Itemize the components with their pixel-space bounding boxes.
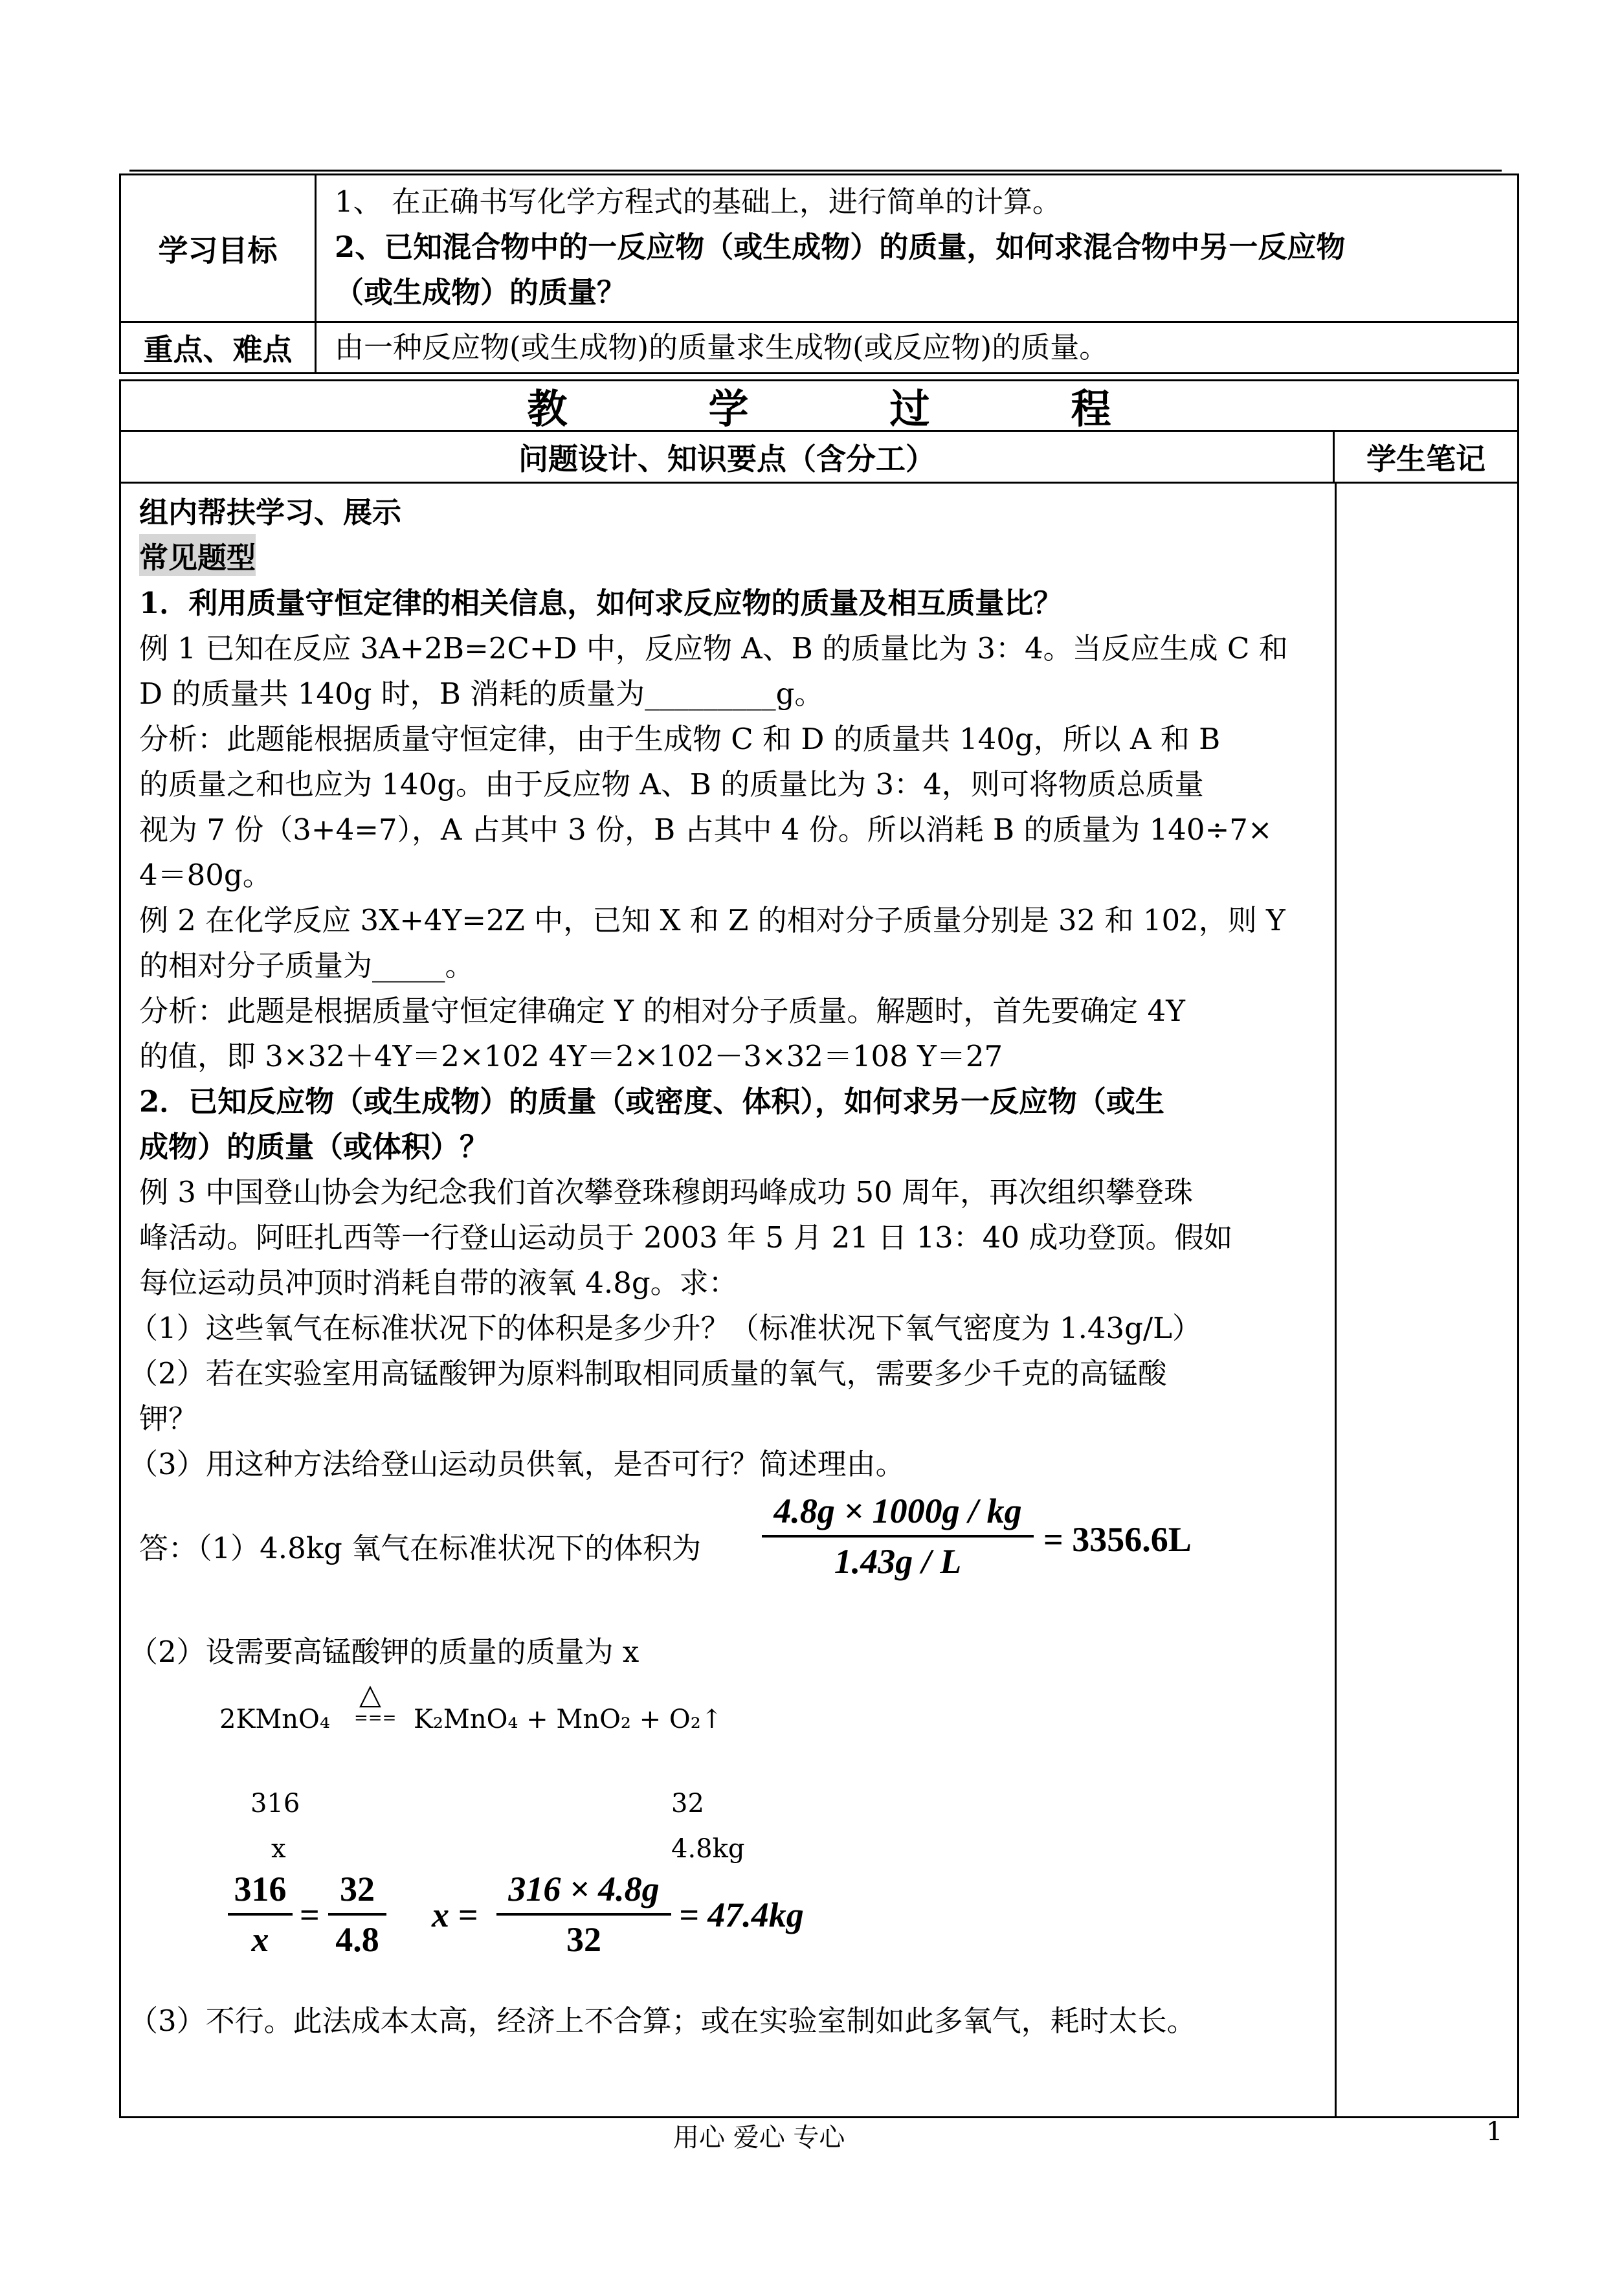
- equation-condition-heat: △: [359, 1678, 381, 1711]
- example-3-line1: 例 3 中国登山协会为纪念我们首次攀登珠穆朗玛峰成功 50 周年，再次组织攀登珠: [139, 1175, 1194, 1209]
- fraction-bar: [228, 1913, 293, 1916]
- example-3-line2: 峰活动。阿旺扎西等一行登山运动员于 2003 年 5 月 21 日 13：40 成功登顶。假如: [139, 1220, 1233, 1255]
- process-title-char: 程: [1071, 385, 1111, 432]
- keypoints-row: [121, 323, 1517, 372]
- example-3-question-2-line1: （2）若在实验室用高锰酸钾为原料制取相同质量的氧气，需要多少千克的高锰酸: [129, 1356, 1167, 1391]
- fraction-bar: [762, 1535, 1034, 1538]
- proportion-fraction-left: [228, 1869, 293, 1960]
- fraction-denominator: x: [251, 1920, 269, 1959]
- molar-mass-o2: 32: [671, 1789, 704, 1818]
- objective-item-1: 1、 在正确书写化学方程式的基础上，进行简单的计算。: [335, 185, 1062, 219]
- answer-1-denominator: 1.43g / L: [834, 1542, 962, 1581]
- fraction-numerator: 32: [340, 1870, 375, 1908]
- solution-result: = 47.4kg: [679, 1896, 804, 1934]
- example-3-line3: 每位运动员冲顶时消耗自带的液氧 4.8g。求：: [139, 1266, 738, 1300]
- section-subheading: 常见题型: [139, 534, 256, 576]
- page-number: 1: [1486, 2117, 1503, 2147]
- question-type-2-line2: 成物）的质量（或体积）？: [139, 1130, 489, 1164]
- process-title-char: 学: [708, 385, 749, 432]
- process-title-row: [121, 381, 1517, 432]
- question-type-2-line1: 2．已知反应物（或生成物）的质量（或密度、体积），如何求另一反应物（或生: [139, 1084, 1164, 1119]
- answer-1-numerator: 4.8g × 1000g / kg: [773, 1492, 1022, 1530]
- proportion-fraction-right: [328, 1869, 386, 1960]
- example-3-question-3: （3）用这种方法给登山运动员供氧，是否可行？简述理由。: [129, 1447, 905, 1481]
- molar-mass-kmno4: 316: [250, 1789, 300, 1818]
- x-equals: x =: [432, 1896, 478, 1934]
- content-row: [121, 484, 1517, 2116]
- section-heading: 组内帮扶学习、展示: [139, 495, 402, 530]
- keypoints-content: 由一种反应物(或生成物)的质量求生成物(或反应物)的质量。: [335, 330, 1109, 364]
- process-title-char: 教: [527, 385, 568, 432]
- process-title-char: 过: [889, 385, 930, 432]
- footer-motto: 用心 爱心 专心: [673, 2123, 845, 2153]
- question-type-1: 1．利用质量守恒定律的相关信息，如何求反应物的质量及相互质量比？: [139, 586, 1063, 620]
- equals-sign: =: [300, 1896, 320, 1934]
- example-3-question-2-line2: 钾？: [139, 1402, 198, 1436]
- fraction-bar: [328, 1913, 386, 1916]
- given-mass-o2: 4.8kg: [671, 1834, 745, 1864]
- answer-3: （3）不行。此法成本太高，经济上不合算；或在实验室制如此多氧气，耗时太长。: [129, 2004, 1196, 2038]
- fraction-numerator: 316 × 4.8g: [508, 1870, 660, 1908]
- objectives-table: [119, 173, 1519, 374]
- column-header-row: [121, 432, 1517, 484]
- equation-products: K₂MnO₄ + MnO₂ + O₂↑: [414, 1705, 723, 1734]
- equation-condition-equals: ===: [354, 1708, 397, 1728]
- unknown-mass-x: x: [271, 1834, 286, 1864]
- objective-item-2-line2: （或生成物）的质量？: [335, 275, 627, 309]
- objective-item-2-line1: 2、已知混合物中的一反应物（或生成物）的质量，如何求混合物中另一反应物: [335, 230, 1346, 264]
- analysis-2-line2: 的值，即 3×32＋4Y＝2×102 4Y＝2×102－3×32＝108 Y＝27: [139, 1039, 1003, 1073]
- objectives-label: 学习目标: [121, 175, 317, 321]
- analysis-1-line4: 4＝80g。: [139, 858, 272, 892]
- example-1-line1: 例 1 已知在反应 3A+2B=2C+D 中，反应物 A、B 的质量比为 3：4。当反应生成 C 和: [139, 631, 1288, 666]
- column-header-notes: 学生笔记: [1366, 441, 1485, 476]
- analysis-2-line1: 分析：此题是根据质量守恒定律确定 Y 的相对分子质量。解题时，首先要确定 4Y: [139, 994, 1185, 1028]
- fraction-denominator: 32: [566, 1920, 601, 1959]
- analysis-1-line1: 分析：此题能根据质量守恒定律，由于生成物 C 和 D 的质量共 140g，所以 A 和 B: [139, 722, 1221, 756]
- keypoints-label: 重点、难点: [121, 323, 317, 372]
- objectives-content: [317, 175, 1517, 321]
- main-content-column: [121, 484, 1335, 2116]
- objectives-row: [121, 175, 1517, 323]
- process-title: [121, 381, 1517, 430]
- example-2-line1: 例 2 在化学反应 3X+4Y=2Z 中，已知 X 和 Z 的相对分子质量分别是 32 和 102，则 Y: [139, 903, 1285, 937]
- answer-1-prefix: 答：（1）4.8kg 氧气在标准状况下的体积为: [139, 1531, 702, 1565]
- example-3-question-1: （1）这些氧气在标准状况下的体积是多少升？（标准状况下氧气密度为 1.43g/L）: [129, 1311, 1201, 1345]
- column-header-main: 问题设计、知识要点（含分工）: [121, 432, 1335, 482]
- fraction-bar: [496, 1913, 671, 1916]
- analysis-1-line2: 的质量之和也应为 140g。由于反应物 A、B 的质量比为 3：4，则可将物质总质量: [139, 767, 1204, 801]
- header-rule: [129, 170, 1502, 172]
- equation-reactant: 2KMnO₄: [219, 1705, 330, 1734]
- example-1-line2: D 的质量共 140g 时，B 消耗的质量为_________g。: [139, 677, 824, 711]
- fraction-denominator: 4.8: [335, 1920, 379, 1959]
- answer-1-fraction: [762, 1491, 1034, 1582]
- answer-1-result: = 3356.6L: [1043, 1520, 1192, 1559]
- analysis-1-line3: 视为 7 份（3+4=7），A 占其中 3 份，B 占其中 4 份。所以消耗 B 的质量为 140÷7×: [139, 812, 1273, 847]
- example-2-line2: 的相对分子质量为_____。: [139, 948, 474, 983]
- process-table: [119, 379, 1519, 2118]
- fraction-numerator: 316: [234, 1870, 287, 1908]
- solution-fraction: [496, 1869, 671, 1960]
- student-notes-column: [1335, 484, 1517, 2116]
- answer-2-setup: （2）设需要高锰酸钾的质量的质量为 x: [129, 1635, 640, 1669]
